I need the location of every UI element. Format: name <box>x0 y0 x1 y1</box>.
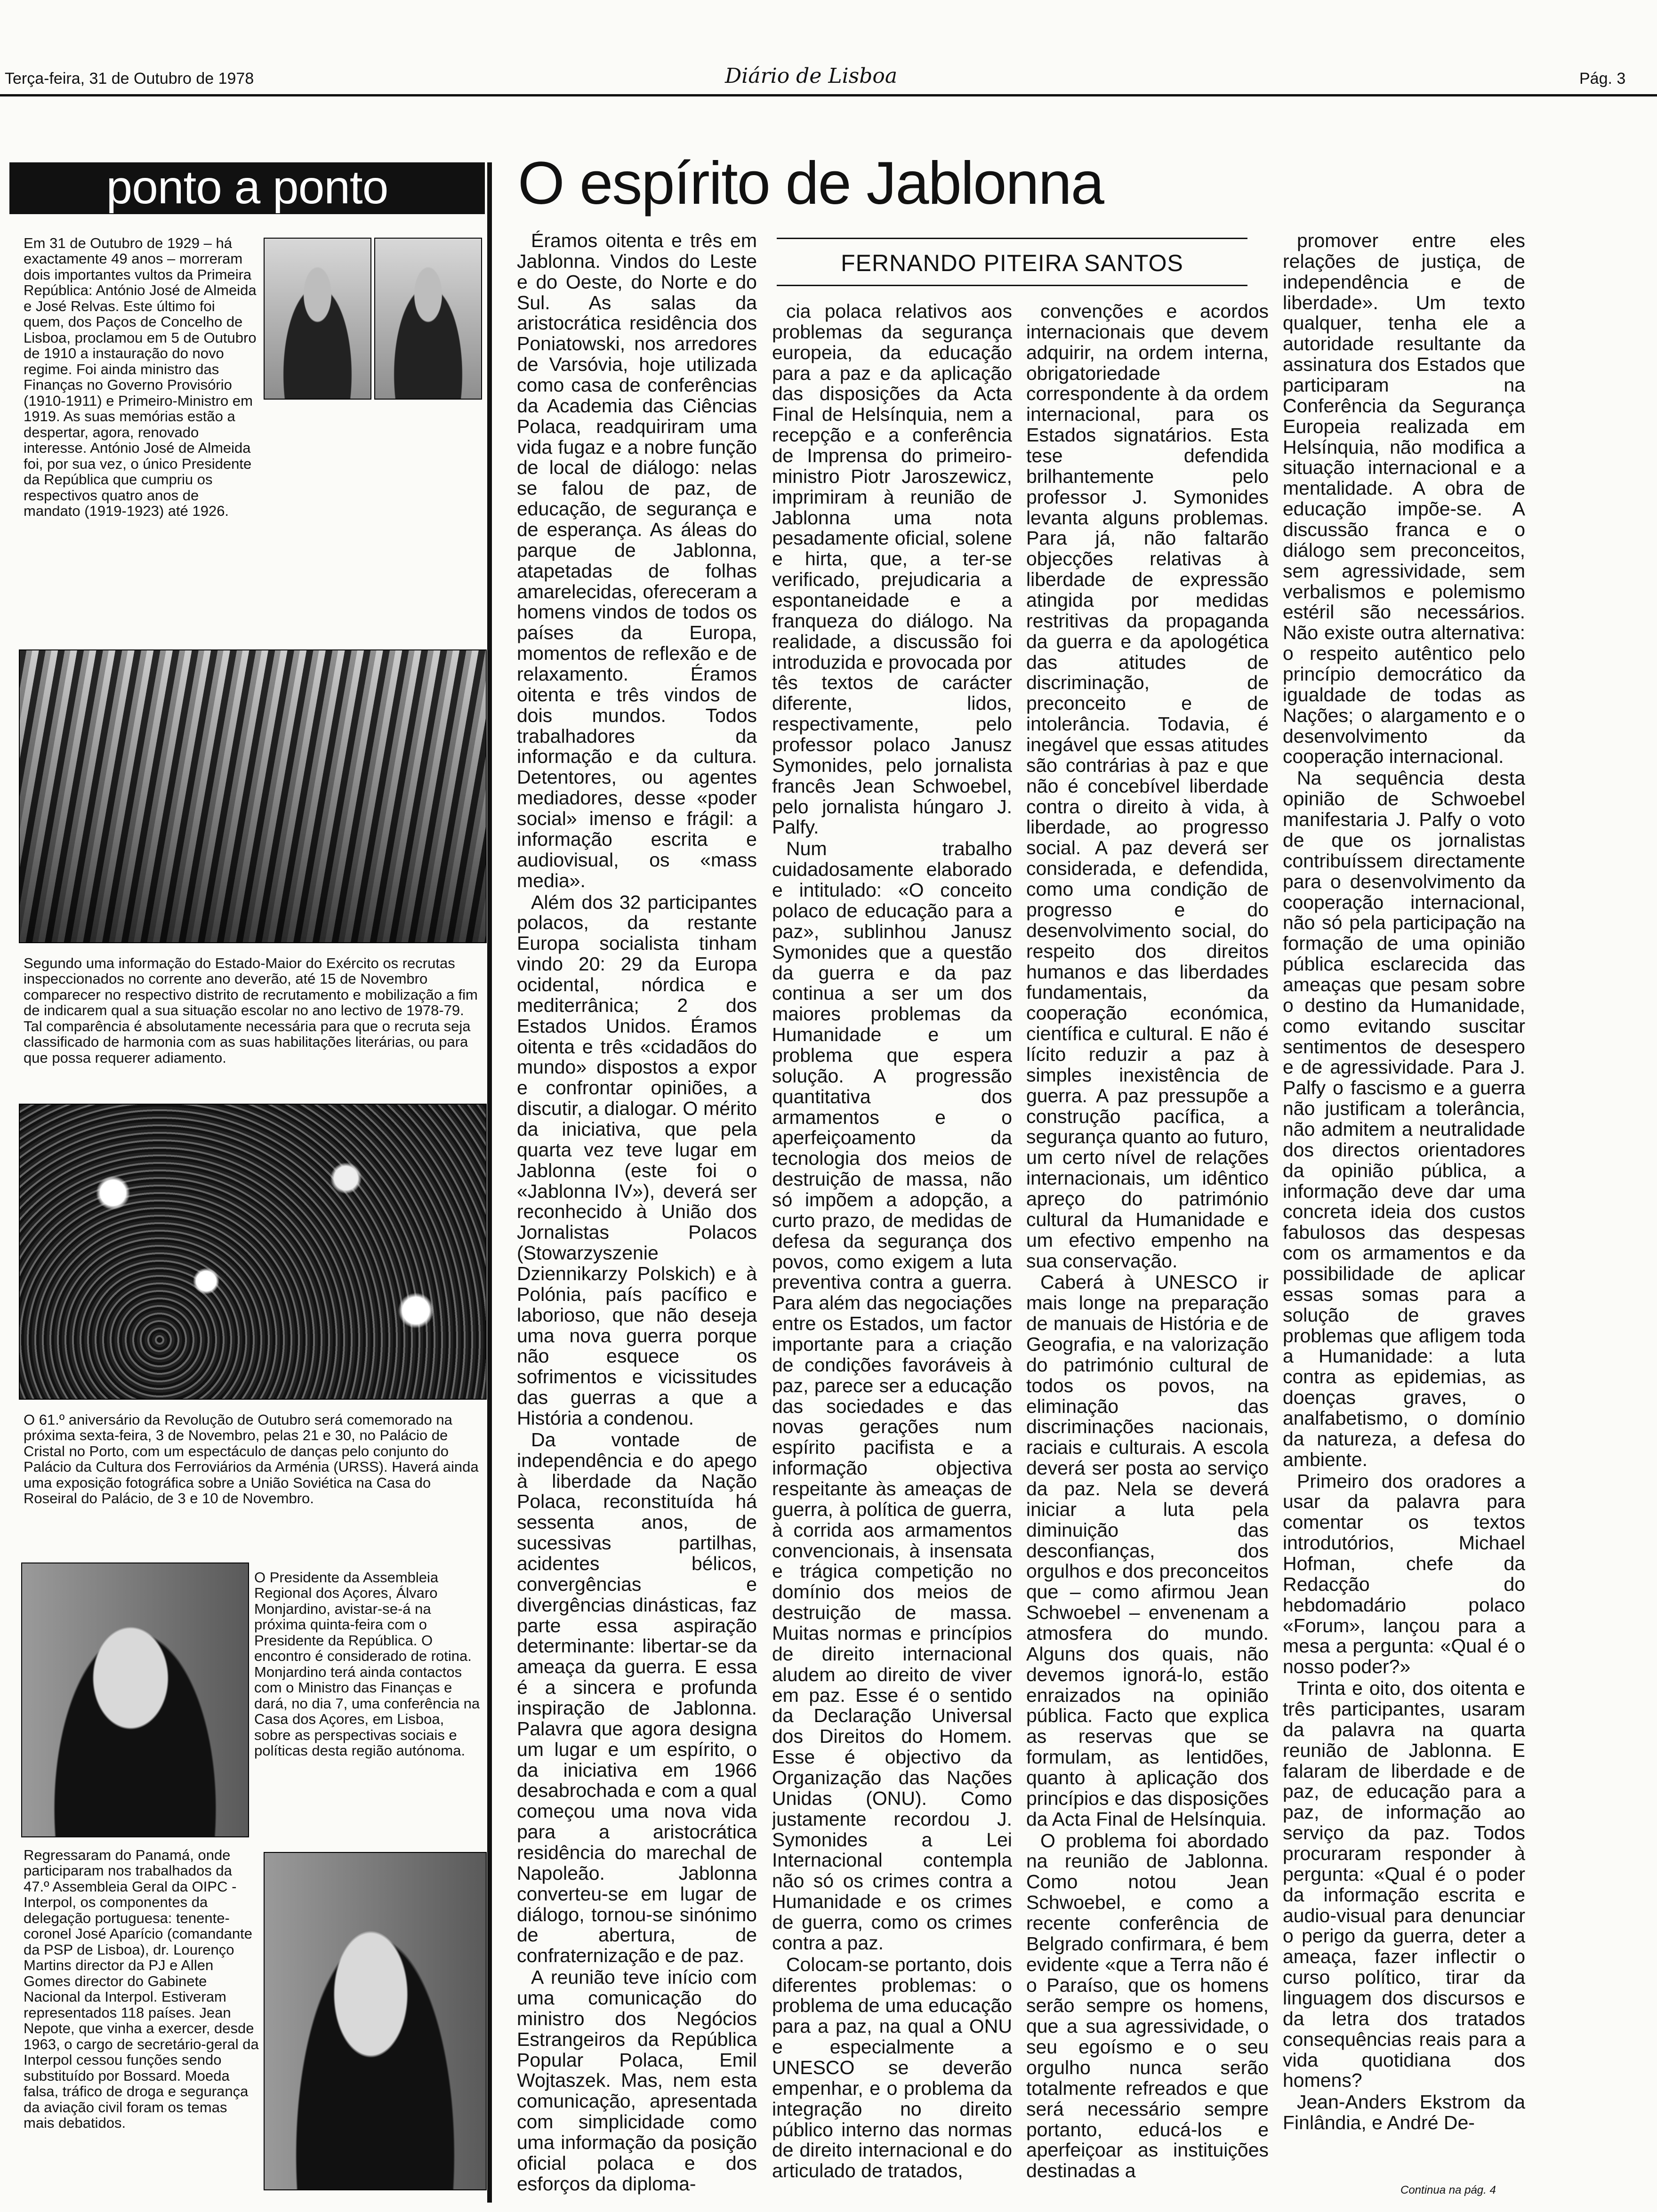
sidebar-item-azores: O Presidente da Assembleia Regional dos Açores, Álvaro Monjardino, avistar-se-á na próxima quinta-feira com o Presidente da República. O encontro é considerado de rotina. Monjardino terá ainda contactos com o Ministro das Finanças e dará, no dia 7, uma conferência na Casa dos Açores, em Lisboa, sobre as perspectivas sociais e políticas desta região autónoma. <box>254 1570 480 1759</box>
article-paragraph: Éramos oitenta e três em Jablonna. Vindos do Leste e do Oeste, do Norte e do Sul. As salas da aristocrática residência dos Poniatowski, nos arredores de Varsóvia, hoje utilizada como casa de conferências da Academia das Ciências Polaca, readquiriram uma vida fugaz e a nobre função de local de diálogo: nelas se falou de paz, de educação, de segurança e de esperança. As áleas do parque de Jablonna, atapetadas de folhas amarelecidas, ofereceram a homens vindos de todos os países da Europa, momentos de reflexão e de relaxamento. Éramos oitenta e três vindos de dois mundos. Todos trabalhadores da informação e da cultura. Detentores, ou agentes mediadores, desse «poder social» imenso e frágil: a informação escrita e audiovisual, os «mass media». <box>517 231 757 891</box>
crowd-photo-icon <box>19 1104 487 1400</box>
article-paragraph: A reunião teve início com uma comunicação do ministro dos Negócios Estrangeiros da República Popular Polaca, Emil Wojtaszek. Mas, nem esta comunicação, apresentada com simplicidade como uma informação da posição oficial polaca e dos esforços da diploma- <box>517 1966 757 2195</box>
sidebar-divider <box>487 162 492 2203</box>
continued-note: Continua na pág. 4 <box>1400 2184 1496 2196</box>
article-paragraph: Num trabalho cuidadosamente elaborado e intitulado: «O conceito polaco de educação para a paz», sublinhou Janusz Symonides que a questão da guerra e da paz continua a ser um dos maiores problemas da Humanidade e um problema que espera solução. A progressão quantitativa dos armamentos e o aperfeiçoamento da tecnologia dos meios de destruição de massa, não só impõem a adopção, a curto prazo, de medidas de defesa da segurança dos povos, como exigem a luta preventiva contra a guerra. Para além das negociações entre os Estados, um factor importante para a criação de condições favoráveis à paz, parece ser a educação das sociedades e das novas gerações num espírito pacifista e a informação objectiva respeitante às ameaças de guerra, à política de guerra, à corrida aos armamentos convencionais, à insensata e trágica competição no domínio dos meios de destruição de massa. Muitas normas e princípios de direito internacional aludem ao direito de viver em paz. Esse é o sentido da Declaração Universal dos Direitos do Homem. Esse é objectivo da Organização das Nações Unidas (ONU). Como justamente recordou J. Symonides a Lei Internacional contempla não só os crimes contra a Humanidade e os crimes de guerra, como os crimes contra a paz. <box>772 838 1012 1954</box>
sidebar-heading: ponto a ponto <box>9 162 485 214</box>
article-paragraph: Da vontade de independência e do apego à liberdade da Nação Polaca, reconstituída há sessenta anos, de sucessivas partilhas, acidentes bélicos, convergências e divergências dinásticas, faz parte essa aspiração determinante: libertar-se da ameaça da guerra. E essa é a sincera e profunda inspiração de Jablonna. Palavra que agora designa um lugar e um espírito, o da iniciativa em 1966 desabrochada e com a qual começou uma nova vida para a aristocrática residência do marechal de Napoleão. Jablonna converteu-se em lugar de diálogo, tornou-se sinónimo de abertura, de confraternização e de paz. <box>517 1428 757 1967</box>
issue-date: Terça-feira, 31 de Outubro de 1978 <box>5 70 254 88</box>
article-paragraph: Além dos 32 participantes polacos, da restante Europa socialista tinham vindo 20: 29 da Europa ocidental, nórdica e mediterrânica; 2 dos Estados Unidos. Éramos oitenta e três «cidadãos do mundo» dispostos a expor e confrontar opiniões, a discutir, a dialogar. O mérito da iniciativa, que pela quarta vez teve lugar em Jablonna (este foi o «Jablonna IV»), deverá ser reconhecido à União dos Jornalistas Polacos (Stowarzyszenie Dziennikarzy Polskich) e à Polónia, país pacífico e laborioso, que não deseja uma nova guerra porque não esquece os sofrimentos e vicissitudes das guerras a que a História a condenou. <box>517 891 757 1429</box>
article-paragraph: Jean-Anders Ekstrom da Finlândia, e André De- <box>1283 2091 1525 2134</box>
masthead: Diário de Lisboa <box>725 64 898 88</box>
article-column-4 <box>1283 231 1525 2177</box>
article-paragraph: O problema foi abordado na reunião de Jablonna. Como notou Jean Schwoebel, e como a recente conferência de Belgrado confirmara, é bem evidente «que a Terra não é o Paraíso, que os homens serão sempre os homens, que a sua agressividade, o seu egoísmo e o seu orgulho nunca serão totalmente refreados e que será necessário sempre portanto, educá-los e aperfeiçoar as instituições destinadas a <box>1026 1829 1269 2182</box>
portrait-icon <box>264 1852 487 2190</box>
article-paragraph: Trinta e oito, dos oitenta e três participantes, usaram da palavra na quarta reunião de Jablonna. E falaram de liberdade e de paz, de educação para a paz, de informação ao serviço da paz. Todos procuraram responder à pergunta: «Qual é o poder da informação escrita e audio-visual para denunciar o perigo da guerra, deter a ameaça, fazer inflectir o curso político, tirar da linguagem dos discursos e da letra dos tratados consequências reais para a vida quotidiana dos homens? <box>1283 1677 1525 2092</box>
sidebar-item-recruits: Segundo uma informação do Estado-Maior do Exército os recrutas inspeccionados no corrente ano deverão, até 15 de Novembro comparecer no respectivo distrito de recrutamento e mobilização a fim de indicarem qual a sua situação escolar no ano lectivo de 1978-79. Tal comparência é absolutamente necessária para que o recruta seja classificado de harmonia com as suas habilitações literárias, ou para que possa requerer adiamento. <box>24 955 478 1066</box>
article-column-2 <box>772 301 1012 2200</box>
sidebar-item-anniversary: Em 31 de Outubro de 1929 – há exactamente 49 anos – morreram dois importantes vultos da Primeira República: António José de Almeida e José Relvas. Este último foi quem, dos Paços de Concelho de Lisboa, proclamou em 5 de Outubro de 1910 a instauração do novo regime. Foi ainda ministro das Finanças no Governo Provisório (1910-1911) e Primeiro-Ministro em 1919. As suas memórias estão a despertar, agora, renovado interesse. António José de Almeida foi, por sua vez, o único Presidente da República que cumpriu os respectivos quatro anos de mandato (1919-1923) até 1926. <box>24 235 257 519</box>
portrait-icon <box>374 238 482 400</box>
sidebar-item-interpol: Regressaram do Panamá, onde participaram nos trabalhados da 47.º Assembleia Geral da OIPC -Interpol, os componentes da delegação portuguesa: tenente-coronel José Aparício (comandante da PSP de Lisboa), dr. Lourenço Martins director da PJ e Allen Gomes director do Gabinete Nacional da Interpol. Estiveram representados 118 países. Jean Nepote, que vinha a exercer, desde 1963, o cargo de secretário-geral da Interpol cessou funções sendo substituído por Bossard. Moeda falsa, tráfico de droga e segurança da aviação civil foram os temas mais debatidos. <box>24 1847 259 2131</box>
header-rule <box>0 94 1657 96</box>
article-column-3 <box>1026 301 1269 2200</box>
article-column-1 <box>517 231 757 2200</box>
article-paragraph: Caberá à UNESCO ir mais longe na preparação de manuais de História e de Geografia, e na valorização do património cultural de todos os povos, na eliminação das discriminações nacionais, raciais e culturais. A escola deverá ser posta ao serviço da paz. Nela se deverá iniciar a luta pela diminuição das desconfianças, dos orgulhos e dos preconceitos que – como afirmou Jean Schwoebel – envenenam a atmosfera do mundo. Alguns dos quais, não devemos ignorá-lo, estão enraizados na opinião pública. Facto que explica as reservas que se formulam, as lentidões, quanto à aplicação dos princípios e das disposições da Acta Final de Helsínquia. <box>1026 1271 1269 1830</box>
article-paragraph: cia polaca relativos aos problemas da segurança europeia, da educação para a paz e da aplicação das disposições da Acta Final de Helsínquia, nem a recepção e a conferência de Imprensa do primeiro-ministro Piotr Jaroszewicz, imprimiram à reunião de Jablonna uma nota pesadamente oficial, solene e hirta, que, a ter-se verificado, prejudicaria a espontaneidade e a franqueza do diálogo. Na realidade, a discussão foi introduzida e provocada por tês textos de carácter diferente, lidos, respectivamente, pelo professor polaco Janusz Symonides, pelo jornalista francês Jean Schwoebel, pelo jornalista húngaro J. Palfy. <box>772 301 1012 838</box>
article-paragraph: Na sequência desta opinião de Schwoebel manifestaria J. Palfy o voto de que os jornalistas contribuíssem directamente para o desenvolvimento da cooperação internacional, não só pela participação na formação de uma opinião pública esclarecida das ameaças que pesam sobre o destino da Humanidade, como evitando suscitar sentimentos de desespero e de agressividade. Para J. Palfy o fascismo e a guerra não justificam a tolerância, não admitem a neutralidade dos directos orientadores da opinião pública, a informação deve dar uma concreta ideia dos custos fabulosos das despesas com os armamentos e da possibilidade de aplicar essas somas para a solução de graves problemas que afligem toda a Humanidade: a luta contra as epidemias, as doenças graves, o analfabetismo, o domínio da natureza, a defesa do ambiente. <box>1283 767 1525 1470</box>
article-paragraph: promover entre eles relações de justiça, de independência e de liberdade». Um texto qualquer, tenha ele a autoridade resultante da assinatura dos Estados que participaram na Conferência da Segurança Europeia realizada em Helsínquia, não modifica a situação internacional e a mentalidade. A obra de educação impõe-se. A discussão franca e o diálogo sem preconceitos, sem agressividade, sem verbalismos e polemismo estéril são necessários. Não existe outra alternativa: o respeito autêntico pelo princípio democrático da igualdade de todas as Nações; o alargamento e o desenvolvimento da cooperação internacional. <box>1283 231 1525 768</box>
parade-photo-icon <box>19 649 487 943</box>
article-title: O espírito de Jablonna <box>518 150 1103 217</box>
byline-rule-bottom <box>777 285 1247 286</box>
page-number: Pág. 3 <box>1579 70 1626 88</box>
article-paragraph: Primeiro dos oradores a usar da palavra para comentar os textos introdutórios, Michael Hofman, chefe da Redacção do hebdomadário polaco «Forum», lançou para a mesa a pergunta: «Qual é o nosso poder?» <box>1283 1470 1525 1678</box>
sidebar-item-october-revolution: O 61.º aniversário da Revolução de Outubro será comemorado na próxima sexta-feira, 3 de Novembro, pelas 21 e 30, no Palácio de Cristal no Porto, com um espectáculo de danças pelo conjunto do Palácio da Cultura dos Ferroviários da Arménia (URSS). Haverá ainda uma exposição fotográfica sobre a União Soviética na Casa do Roseiral do Palácio, de 3 e 10 de Novembro. <box>24 1412 479 1507</box>
article-paragraph: convenções e acordos internacionais que devem adquirir, na ordem interna, obrigatoriedade correspondente à da ordem internacional, para os Estados signatários. Esta tese defendida brilhantemente pelo professor J. Symonides levanta alguns problemas. Para já, não faltarão objecções relativas à liberdade de expressão atingida por medidas restritivas da propaganda da guerra e da apologética das atitudes de discriminação, de preconceito e de intolerância. Todavia, é inegável que essas atitudes são contrárias à paz e que não é concebível liberdade contra o direito à vida, à liberdade, ao progresso social. A paz deverá ser considerada, e defendida, como uma condição de progresso e do desenvolvimento social, do respeito dos direitos humanos e das liberdades fundamentais, da cooperação económica, científica e cultural. E não é lícito reduzir a paz à simples inexistência de guerra. A paz pressupõe a construção pacífica, a segurança quanto ao futuro, um certo nível de relações internacionais, um idêntico apreço do património cultural da Humanidade e um efectivo empenho na sua conservação. <box>1026 301 1269 1272</box>
byline: FERNANDO PITEIRA SANTOS <box>841 250 1183 276</box>
portrait-icon <box>21 1563 249 1837</box>
article-paragraph: Colocam-se portanto, dois diferentes problemas: o problema de uma educação para a paz, na qual a ONU e especialmente a UNESCO se deverão empenhar, e o problema da integração no direito público interno das normas de direito internacional e do articulado de tratados, <box>772 1953 1012 2182</box>
portrait-icon <box>264 238 371 400</box>
byline-rule-top <box>777 238 1247 239</box>
